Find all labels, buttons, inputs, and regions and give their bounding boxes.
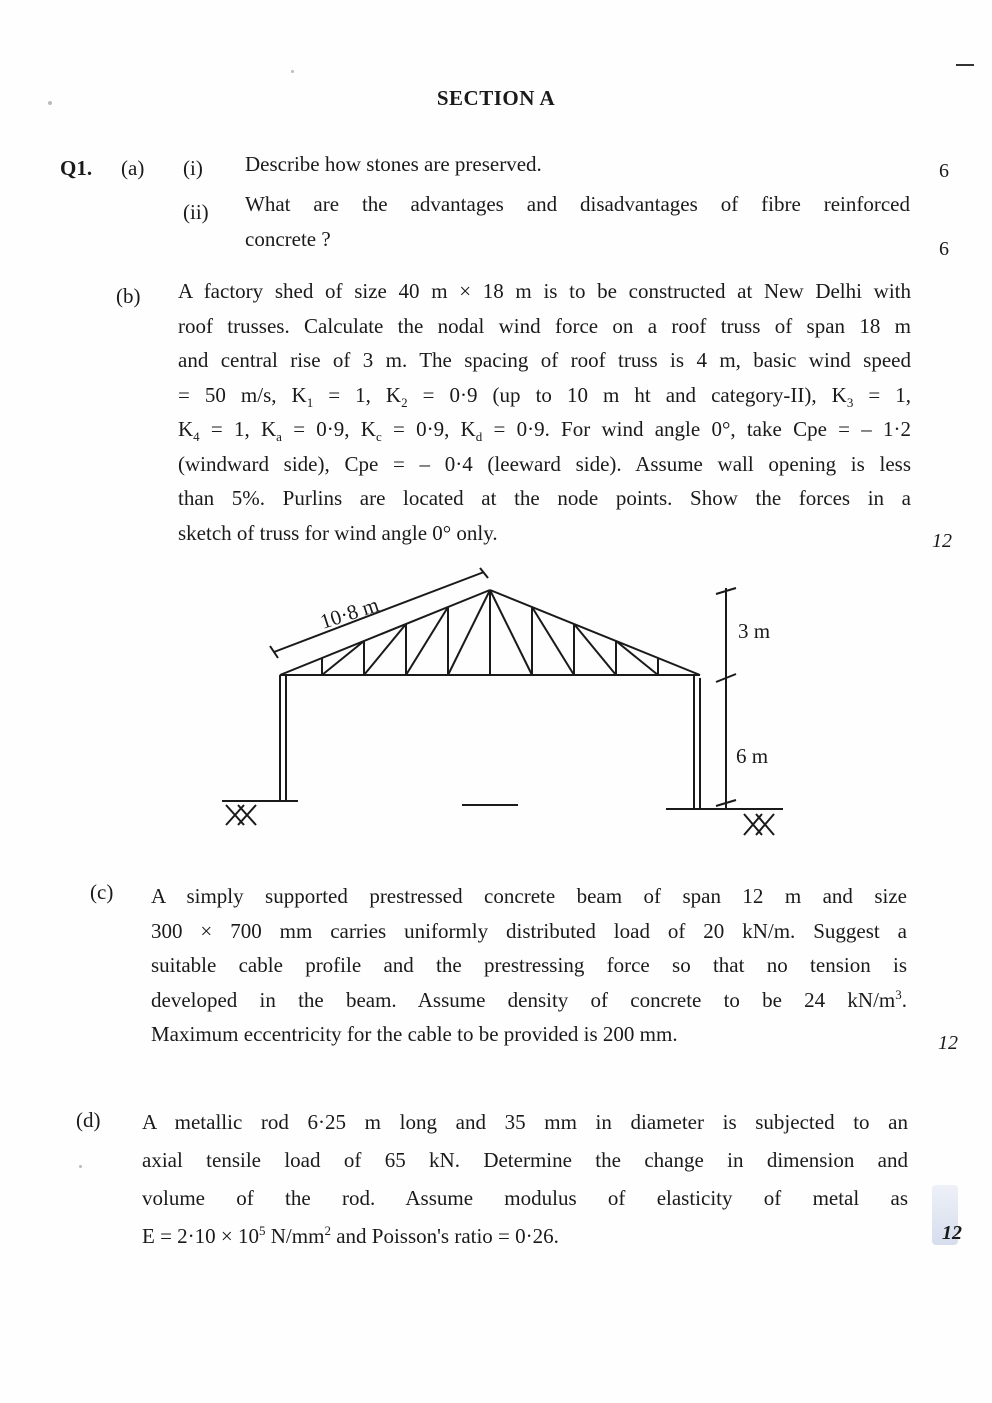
web-member (616, 641, 658, 675)
part-c-label: (c) (90, 880, 114, 904)
subscript: 1 (306, 394, 314, 410)
text-run: = 0·9. For wind angle 0°, take Cpe = – 1·2 (482, 417, 911, 441)
text-run: K (178, 417, 194, 441)
web-member (490, 590, 532, 675)
text-line: A simply supported prestressed concrete beam of span 12 m and size (151, 884, 907, 908)
part-d-text (142, 1103, 908, 1255)
subscript: c (375, 429, 382, 445)
text-line: concrete ? (245, 226, 331, 251)
web-member (448, 590, 490, 675)
top-chord-left (280, 590, 490, 675)
text-line: (windward side), Cpe = – 0·4 (leeward side). Assume wall opening is less (178, 451, 911, 476)
text-line: What are the advantages and disadvantages of fibre reinforced (245, 192, 910, 216)
text-line (151, 983, 907, 1018)
text-run: = 1, K (199, 417, 277, 441)
text-line: axial tensile load of 65 kN. Determine the change in dimension and (142, 1148, 908, 1172)
text-run: = 0·9, K (281, 417, 376, 441)
text-line: roof trusses. Calculate the nodal wind force on a roof truss of span 18 m (178, 313, 911, 338)
text-line: volume of the rod. Assume modulus of elasticity of metal as (142, 1186, 908, 1210)
part-c-text (151, 879, 907, 1052)
part-b-marks: 12 (932, 530, 952, 552)
text-line (178, 378, 911, 413)
web-member (322, 641, 364, 675)
column-height-label: 6 m (736, 744, 769, 768)
scan-speck (291, 70, 294, 73)
subscript: 3 (846, 394, 854, 410)
text-line (178, 412, 911, 447)
part-a-ii-text (245, 187, 910, 256)
part-b-label: (b) (116, 284, 141, 308)
superscript: 5 (259, 1223, 266, 1238)
part-a-i-label: (i) (183, 156, 203, 180)
text-line: Maximum eccentricity for the cable to be provided is 200 mm. (151, 1022, 678, 1046)
web-member (532, 607, 574, 675)
text-line: A metallic rod 6·25 m long and 35 mm in diameter is subjected to an (142, 1110, 908, 1134)
text-run: = 1, K (313, 382, 402, 407)
top-chord-right (490, 590, 700, 675)
text-run: . (901, 987, 907, 1012)
scan-speck (956, 64, 974, 66)
text-line: sketch of truss for wind angle 0° only. (178, 520, 498, 545)
text-run: = 50 m/s, K (178, 382, 307, 407)
text-line: A factory shed of size 40 m × 18 m is to be constructed at New Delhi with (178, 279, 911, 303)
text-run: developed in the beam. Assume density of concrete to be 24 kN/m (151, 987, 896, 1012)
text-line: than 5%. Purlins are located at the node points. Show the forces in a (178, 486, 911, 510)
rafter-length-label: 10·8 m (317, 592, 382, 634)
text-run: = 0·9 (up to 10 m ht and category-II), K (407, 382, 847, 407)
text-line: 300 × 700 mm carries uniformly distributed load of 20 kN/m. Suggest a (151, 918, 907, 943)
text-run: = 1, (853, 382, 911, 407)
subscript: 4 (193, 429, 200, 445)
text-line: suitable cable profile and the prestressing force so that no tension is (151, 953, 907, 977)
truss-diagram (200, 560, 800, 850)
section-title: SECTION A (436, 86, 556, 110)
rise-label: 3 m (738, 619, 771, 643)
text-run: = 0·9, K (381, 417, 476, 441)
part-a-ii-marks: 6 (939, 238, 949, 260)
part-c-marks: 12 (938, 1032, 958, 1054)
subscript: d (475, 429, 483, 445)
scan-speck (79, 1165, 82, 1168)
web-member (406, 607, 448, 675)
question-number: Q1. (60, 156, 93, 180)
part-a-i-text: Describe how stones are preserved. (245, 152, 542, 176)
superscript: 2 (324, 1223, 331, 1238)
text-run: and Poisson's ratio = 0·26. (330, 1224, 559, 1248)
subscript: a (276, 429, 282, 445)
part-a-label: (a) (121, 156, 145, 180)
part-a-i-marks: 6 (939, 160, 949, 182)
text-line: and central rise of 3 m. The spacing of roof truss is 4 m, basic wind speed (178, 348, 911, 372)
part-d-marks: 12 (942, 1222, 962, 1244)
subscript: 2 (401, 394, 408, 410)
text-line (142, 1217, 908, 1255)
text-run: E = 2·10 × 10 (142, 1224, 260, 1248)
part-b-text (178, 274, 911, 550)
part-d-label: (d) (76, 1108, 101, 1132)
superscript: 3 (895, 986, 902, 1002)
part-a-ii-label: (ii) (183, 200, 209, 224)
text-run: N/mm (265, 1224, 325, 1248)
